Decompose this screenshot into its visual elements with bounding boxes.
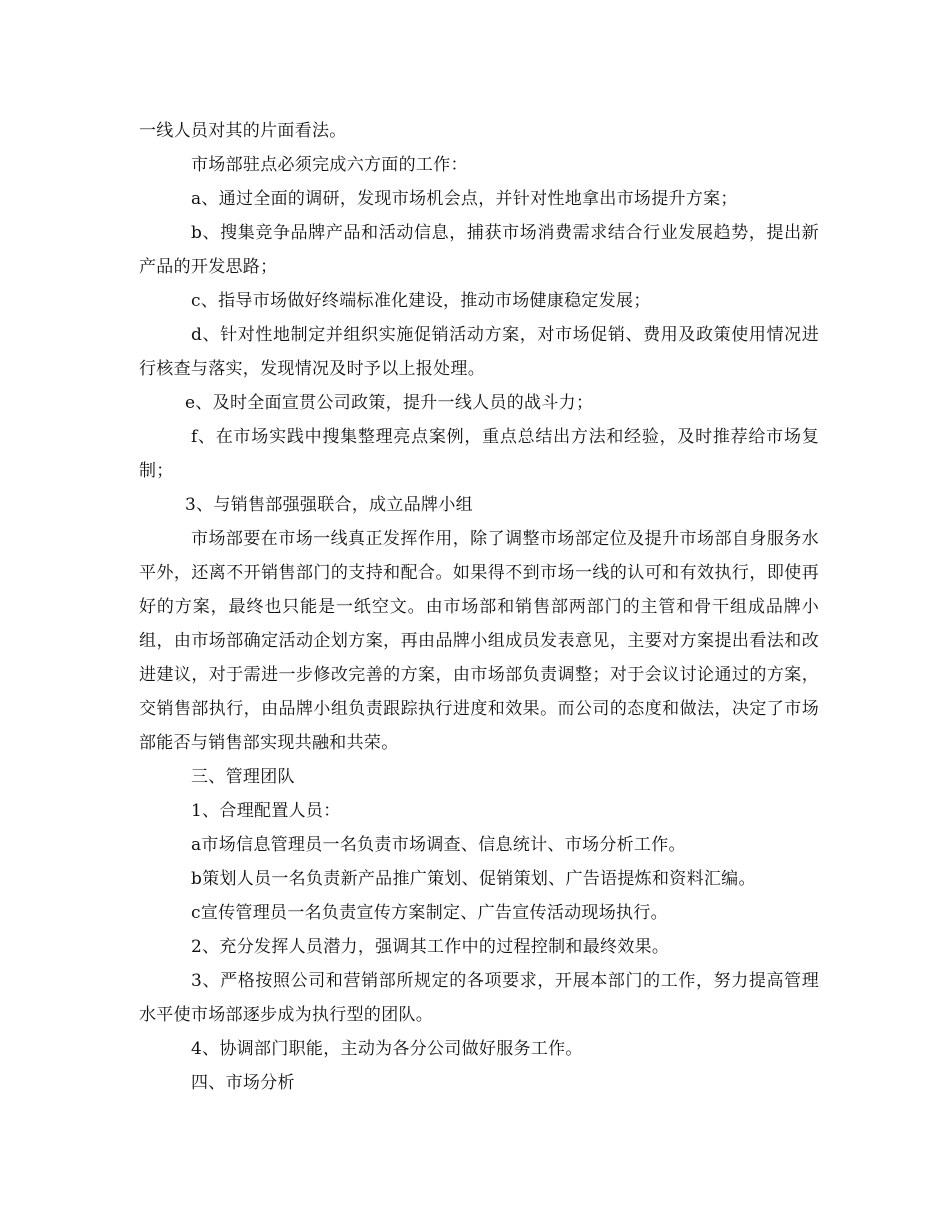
subheading-3: 3、与销售部强强联合，成立品牌小组 [185,495,473,515]
paragraph-intro: 市场部驻点必须完成六方面的工作： [191,155,468,175]
paragraph-continuation: 一线人员对其的片面看法。 [139,121,347,141]
section-heading-4: 四、市场分析 [191,1073,295,1093]
staff-item-c: c宣传管理员一名负责宣传方案制定、广告宣传活动现场执行。 [191,903,668,923]
subheading-1: 1、合理配置人员： [191,801,341,821]
list-item-f: f、在市场实践中搜集整理亮点案例，重点总结出方法和经验，及时推荐给市场复制； [139,427,819,481]
list-item-a: a、通过全面的调研，发现市场机会点，并针对性地拿出市场提升方案； [191,189,738,209]
staff-item-b: b策划人员一名负责新产品推广策划、促销策划、广告语提炼和资料汇编。 [191,869,756,889]
staff-item-a: a市场信息管理员一名负责市场调查、信息统计、市场分析工作。 [191,835,686,855]
document-body [139,114,819,1100]
section-heading-3: 三、管理团队 [191,767,295,787]
list-item-c: c、指导市场做好终端标准化建设，推动市场健康稳定发展； [191,291,651,311]
subheading-3-requirements: 3、严格按照公司和营销部所规定的各项要求，开展本部门的工作，努力提高管理水平使市场部逐步成为执行型的团队。 [139,971,819,1025]
list-item-d: d、针对性地制定并组织实施促销活动方案，对市场促销、费用及政策使用情况进行核查与落实，发现情况及时予以上报处理。 [139,325,819,379]
list-item-b: b、搜集竞争品牌产品和活动信息，捕获市场消费需求结合行业发展趋势，提出新产品的开发思路； [139,223,819,277]
subheading-2: 2、充分发挥人员潜力，强调其工作中的过程控制和最终效果。 [191,937,670,957]
paragraph-brand-team: 市场部要在市场一线真正发挥作用，除了调整市场部定位及提升市场部自身服务水平外，还离不开销售部门的支持和配合。如果得不到市场一线的认可和有效执行，即使再好的方案，最终也只能是一纸空文。由市场部和销售部两部门的主管和骨干组成品牌小组，由市场部确定活动企划方案，再由品牌小组成员发表意见，主要对方案提出看法和改进建议，对于需进一步修改完善的方案，由市场部负责调整；对于会议讨论通过的方案，交销售部执行，由品牌小组负责跟踪执行进度和效果。而公司的态度和做法，决定了市场部能否与销售部实现共融和共荣。 [139,529,819,753]
subheading-4: 4、协调部门职能，主动为各分公司做好服务工作。 [191,1039,583,1059]
list-item-e: e、及时全面宣贯公司政策，提升一线人员的战斗力； [185,393,594,413]
